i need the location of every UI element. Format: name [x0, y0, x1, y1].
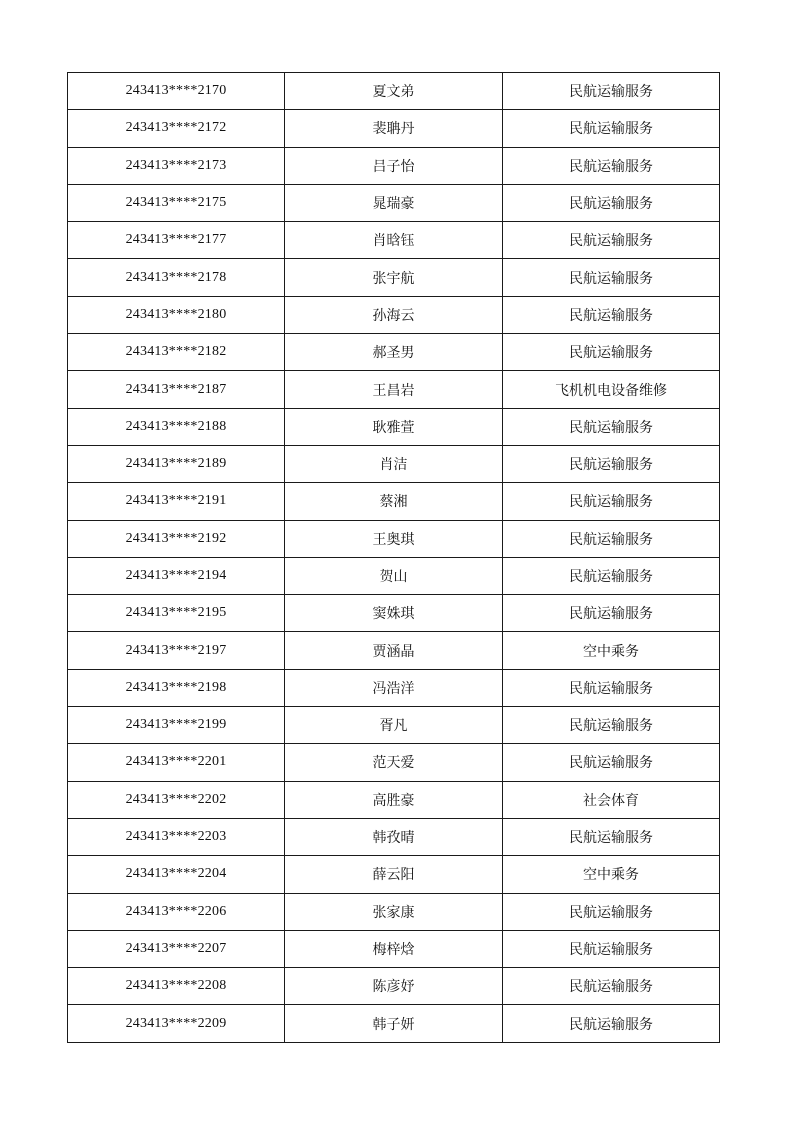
major-cell: 民航运输服务 — [503, 408, 720, 445]
student-name-cell: 梅梓焓 — [285, 930, 503, 967]
table-row — [68, 669, 720, 706]
major-cell: 民航运输服务 — [503, 259, 720, 296]
table-row — [68, 930, 720, 967]
table-row — [68, 259, 720, 296]
exam-id-cell: 243413****2182 — [68, 334, 285, 371]
major-cell: 社会体育 — [503, 781, 720, 818]
student-name-cell: 陈彦妤 — [285, 968, 503, 1005]
table-row — [68, 334, 720, 371]
student-name-cell: 晁瑞豪 — [285, 184, 503, 221]
table-row — [68, 110, 720, 147]
table-row — [68, 445, 720, 482]
exam-id-cell: 243413****2203 — [68, 818, 285, 855]
table-row — [68, 968, 720, 1005]
table-row — [68, 893, 720, 930]
exam-id-cell: 243413****2195 — [68, 595, 285, 632]
major-cell: 民航运输服务 — [503, 520, 720, 557]
student-name-cell: 张宇航 — [285, 259, 503, 296]
major-cell: 民航运输服务 — [503, 445, 720, 482]
exam-id-cell: 243413****2172 — [68, 110, 285, 147]
exam-id-cell: 243413****2197 — [68, 632, 285, 669]
major-cell: 空中乘务 — [503, 856, 720, 893]
exam-id-cell: 243413****2191 — [68, 483, 285, 520]
exam-id-cell: 243413****2173 — [68, 147, 285, 184]
exam-id-cell: 243413****2189 — [68, 445, 285, 482]
exam-id-cell: 243413****2187 — [68, 371, 285, 408]
student-name-cell: 裴聃丹 — [285, 110, 503, 147]
table-row — [68, 781, 720, 818]
major-cell: 民航运输服务 — [503, 222, 720, 259]
major-cell: 民航运输服务 — [503, 1005, 720, 1042]
exam-id-cell: 243413****2177 — [68, 222, 285, 259]
major-cell: 民航运输服务 — [503, 893, 720, 930]
student-name-cell: 肖洁 — [285, 445, 503, 482]
exam-id-cell: 243413****2170 — [68, 73, 285, 110]
major-cell: 民航运输服务 — [503, 296, 720, 333]
student-name-cell: 高胜豪 — [285, 781, 503, 818]
major-cell: 民航运输服务 — [503, 595, 720, 632]
student-name-cell: 冯浩洋 — [285, 669, 503, 706]
student-name-cell: 夏文弟 — [285, 73, 503, 110]
table-row — [68, 707, 720, 744]
major-cell: 民航运输服务 — [503, 930, 720, 967]
exam-id-cell: 243413****2198 — [68, 669, 285, 706]
table-row — [68, 147, 720, 184]
exam-id-cell: 243413****2207 — [68, 930, 285, 967]
student-name-cell: 贾涵晶 — [285, 632, 503, 669]
major-cell: 民航运输服务 — [503, 110, 720, 147]
major-cell: 空中乘务 — [503, 632, 720, 669]
table-row — [68, 184, 720, 221]
exam-id-cell: 243413****2204 — [68, 856, 285, 893]
table-row — [68, 408, 720, 445]
table-row — [68, 632, 720, 669]
exam-id-cell: 243413****2175 — [68, 184, 285, 221]
exam-id-cell: 243413****2201 — [68, 744, 285, 781]
table-row — [68, 483, 720, 520]
table-row — [68, 73, 720, 110]
major-cell: 民航运输服务 — [503, 334, 720, 371]
student-name-cell: 郝圣男 — [285, 334, 503, 371]
student-name-cell: 孙海云 — [285, 296, 503, 333]
student-name-cell: 窦姝琪 — [285, 595, 503, 632]
exam-id-cell: 243413****2209 — [68, 1005, 285, 1042]
roster-table-body — [68, 73, 720, 1043]
exam-id-cell: 243413****2188 — [68, 408, 285, 445]
major-cell: 民航运输服务 — [503, 818, 720, 855]
table-row — [68, 557, 720, 594]
exam-id-cell: 243413****2192 — [68, 520, 285, 557]
table-row — [68, 222, 720, 259]
table-row — [68, 1005, 720, 1042]
major-cell: 民航运输服务 — [503, 147, 720, 184]
student-name-cell: 范天爱 — [285, 744, 503, 781]
table-row — [68, 818, 720, 855]
major-cell: 民航运输服务 — [503, 744, 720, 781]
student-name-cell: 胥凡 — [285, 707, 503, 744]
exam-id-cell: 243413****2194 — [68, 557, 285, 594]
major-cell: 民航运输服务 — [503, 73, 720, 110]
exam-id-cell: 243413****2180 — [68, 296, 285, 333]
student-name-cell: 王奥琪 — [285, 520, 503, 557]
exam-id-cell: 243413****2206 — [68, 893, 285, 930]
major-cell: 飞机机电设备维修 — [503, 371, 720, 408]
student-name-cell: 韩子妍 — [285, 1005, 503, 1042]
exam-id-cell: 243413****2178 — [68, 259, 285, 296]
table-row — [68, 595, 720, 632]
table-row — [68, 371, 720, 408]
student-name-cell: 贺山 — [285, 557, 503, 594]
exam-id-cell: 243413****2208 — [68, 968, 285, 1005]
student-roster-table — [67, 72, 720, 1043]
table-row — [68, 520, 720, 557]
student-name-cell: 耿雅萱 — [285, 408, 503, 445]
student-name-cell: 肖晗钰 — [285, 222, 503, 259]
student-name-cell: 蔡湘 — [285, 483, 503, 520]
student-name-cell: 韩孜晴 — [285, 818, 503, 855]
table-row — [68, 856, 720, 893]
major-cell: 民航运输服务 — [503, 707, 720, 744]
major-cell: 民航运输服务 — [503, 968, 720, 1005]
student-name-cell: 王昌岩 — [285, 371, 503, 408]
student-name-cell: 张家康 — [285, 893, 503, 930]
major-cell: 民航运输服务 — [503, 184, 720, 221]
exam-id-cell: 243413****2202 — [68, 781, 285, 818]
major-cell: 民航运输服务 — [503, 557, 720, 594]
exam-id-cell: 243413****2199 — [68, 707, 285, 744]
table-row — [68, 744, 720, 781]
student-name-cell: 吕子怡 — [285, 147, 503, 184]
table-row — [68, 296, 720, 333]
major-cell: 民航运输服务 — [503, 669, 720, 706]
major-cell: 民航运输服务 — [503, 483, 720, 520]
student-name-cell: 薛云阳 — [285, 856, 503, 893]
